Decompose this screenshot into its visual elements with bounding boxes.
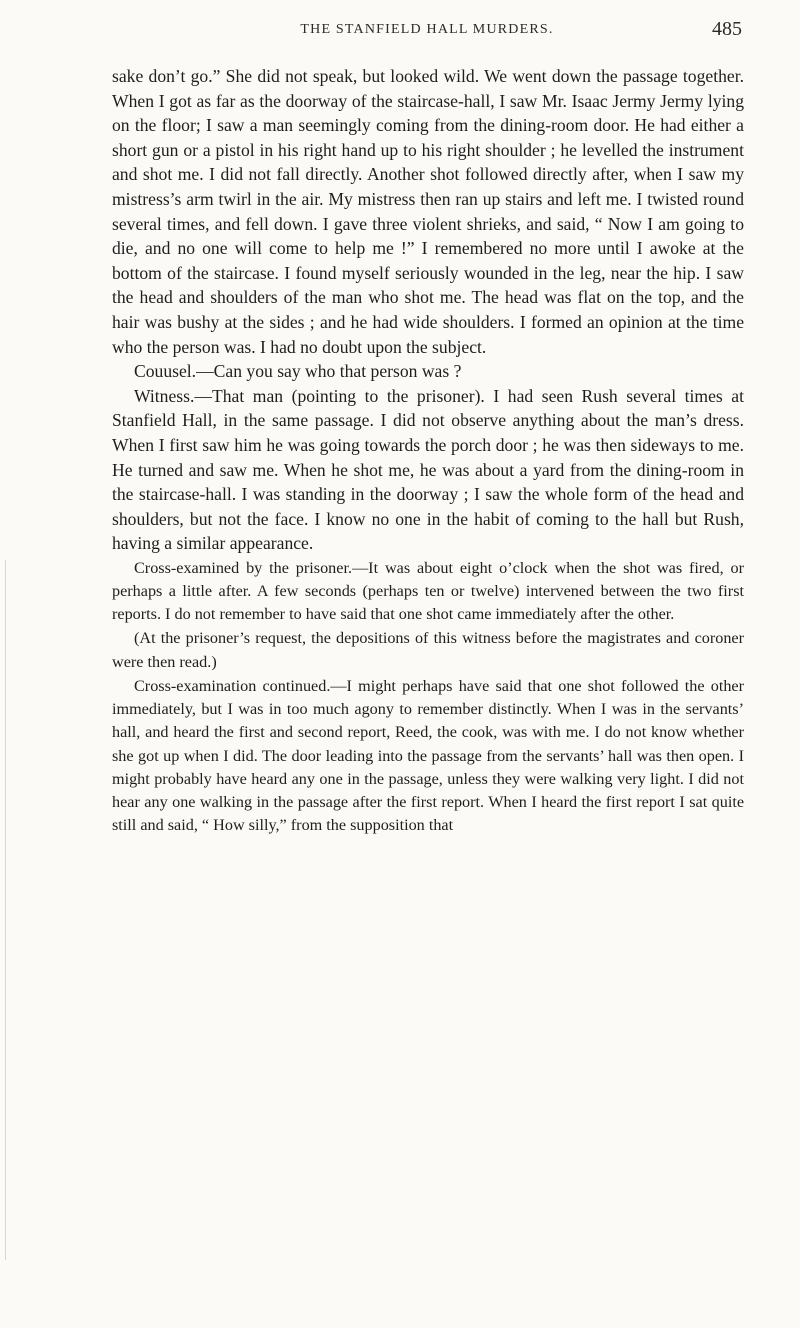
page-number: 485 [712, 18, 742, 40]
running-head [112, 18, 742, 48]
paragraph-depositions-note: (At the prisoner’s request, the depositions of this witness before the magistrates and coroner were then read.) [112, 629, 744, 671]
page-edge-shadow [5, 560, 6, 1260]
paragraph-witness-answer: Witness.—That man (pointing to the prisoner). I had seen Rush several times at Stanfield Hall, in the same passage. I did not observe anything about the man’s dress. When I first saw him he was going towards the porch door ; he was then sideways to me. He turned and saw me. When he shot me, he was about a yard from the dining-room in the staircase-hall. I was standing in the doorway ; I saw the whole form of the head and shoulders, but not the face. I know no one in the habit of coming to the hall but Rush, having a similar appearance. [112, 385, 744, 554]
paragraph-counsel-question: Couusel.—Can you say who that person was ? [134, 361, 462, 382]
running-title: THE STANFIELD HALL MURDERS. [300, 22, 554, 37]
body-text [112, 64, 744, 837]
paragraph-cross-examination: Cross-examined by the prisoner.—It was about eight o’clock when the shot was fired, or perhaps a little after. A few seconds (perhaps ten or twelve) intervened between the two first reports. I do not remember to have said that one shot came immediately after the other. [112, 558, 744, 624]
paragraph-cross-examination-continued: Cross-examination continued.—I might perhaps have said that one shot followed the other immediately, but I was in too much agony to remember distinctly. When I was in the servants’ hall, and heard the first and second report, Reed, the cook, was with me. I do not know whether she got up when I did. The door leading into the passage from the servants’ hall was then open. I might probably have heard any one in the passage, unless they were walking very light. I did not hear any one walking in the passage after the first report. When I heard the first report I sat quite still and said, “ How silly,” from the supposition that [112, 676, 744, 835]
paragraph-testimony-continued: sake don’t go.” She did not speak, but looked wild. We went down the passage together. When I got as far as the doorway of the staircase-hall, I saw Mr. Isaac Jermy Jermy lying on the floor; I saw a man seemingly coming from the dining-room door. He had either a short gun or a pistol in his right hand up to his right shoulder ; he levelled the instrument and shot me. I did not fall directly. Another shot followed directly after, when I saw my mistress’s arm twirl in the air. My mistress then ran up stairs and left me. I twisted round several times, and fell down. I gave three violent shrieks, and said, “ Now I am going to die, and no one will come to help me !” I remembered no more until I awoke at the bottom of the staircase. I found myself seriously wounded in the leg, near the hip. I saw the head and shoulders of the man who shot me. The head was flat on the top, and the hair was bushy at the sides ; and he had wide shoulders. I formed an opinion at the time who the person was. I had no doubt upon the subject. [112, 66, 744, 357]
